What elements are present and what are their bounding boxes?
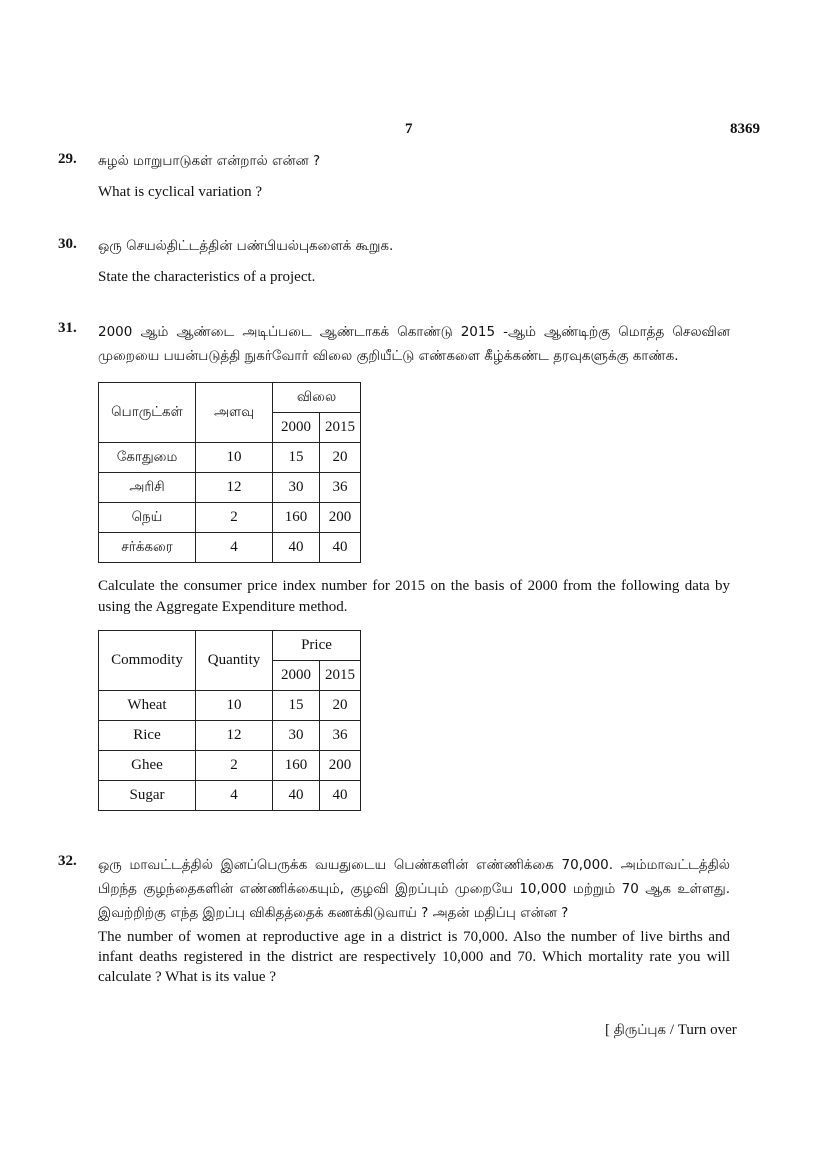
question-29 [58,151,730,203]
cell-price-2015: 36 [320,473,361,503]
table-row [99,781,361,811]
data-table-english [98,630,361,811]
header-year-2015: 2015 [320,661,361,691]
cell-price-2000: 40 [273,533,320,563]
cell-quantity: 12 [196,721,273,751]
question-30 [58,236,730,288]
data-table-tamil [98,382,361,563]
cell-quantity: 10 [196,691,273,721]
question-text-english: The number of women at reproductive age in a district is 70,000. Also the number of live births and infant deaths registered in the district are respectively 10,000 and 70. Which mortality rate you will calculate ? What is its value ? [98,929,730,985]
header-commodity: பொருட்கள் [99,383,196,443]
turn-over-english: Turn over [677,1022,737,1038]
cell-price-2000: 15 [273,443,320,473]
cell-commodity: சர்க்கரை [99,533,196,563]
question-text-english: Calculate the consumer price index number for 2015 on the basis of 2000 from the following data by using the Aggregate Expenditure method. [98,578,730,615]
cell-price-2015: 200 [320,503,361,533]
cell-quantity: 10 [196,443,273,473]
header-year-2015: 2015 [320,413,361,443]
cell-commodity: நெய் [99,503,196,533]
cell-commodity: Rice [99,721,196,751]
cell-price-2015: 20 [320,443,361,473]
cell-quantity: 2 [196,751,273,781]
header-commodity: Commodity [99,631,196,691]
table-row [99,691,361,721]
question-number: 32. [58,853,77,869]
turn-over-separator: / [669,1022,674,1038]
turn-over-tamil: திருப்புக [613,1022,667,1038]
cell-price-2015: 36 [320,721,361,751]
turn-over-note [605,1022,737,1040]
table-row [99,473,361,503]
table-row [99,721,361,751]
cell-quantity: 4 [196,781,273,811]
table-row [99,503,361,533]
header-year-2000: 2000 [273,413,320,443]
cell-commodity: அரிசி [99,473,196,503]
question-text-tamil: ஒரு செயல்திட்டத்தின் பண்பியல்புகளைக் கூறுக. [98,238,394,254]
question-text-tamil: 2000 ஆம் ஆண்டை அடிப்படை ஆண்டாகக் கொண்டு 2015 -ஆம் ஆண்டிற்கு மொத்த செலவின முறையை பயன்படுத்தி நுகர்வோர் விலை குறியீட்டு எண்களை கீழ்க்கண்ட தரவுகளுக்கு காண்க. [98,324,730,364]
header-quantity: அளவு [196,383,273,443]
page-number: 7 [405,121,413,137]
cell-price-2015: 40 [320,533,361,563]
cell-price-2015: 20 [320,691,361,721]
cell-quantity: 2 [196,503,273,533]
question-31 [58,320,730,811]
cell-quantity: 12 [196,473,273,503]
cell-quantity: 4 [196,533,273,563]
cell-commodity: Sugar [99,781,196,811]
cell-price-2000: 15 [273,691,320,721]
header-price: விலை [273,383,361,413]
cell-price-2000: 40 [273,781,320,811]
cell-commodity: Ghee [99,751,196,781]
cell-price-2015: 40 [320,781,361,811]
question-text-tamil: ஒரு மாவட்டத்தில் இனப்பெருக்க வயதுடைய பெண்களின் எண்ணிக்கை 70,000. அம்மாவட்டத்தில் பிறந்த குழந்தைகளின் எண்ணிக்கையும், குழவி இறப்பும் முறையே 10,000 மற்றும் 70 ஆக உள்ளது. இவற்றிற்கு எந்த இறப்பு விகிதத்தைக் கணக்கிடுவாய் ? அதன் மதிப்பு என்ன ? [98,857,730,921]
paper-code: 8369 [730,121,760,137]
header-year-2000: 2000 [273,661,320,691]
table-row [99,751,361,781]
question-text-english: State the characteristics of a project. [98,269,316,285]
cell-commodity: கோதுமை [99,443,196,473]
header-price: Price [273,631,361,661]
question-number: 29. [58,151,77,167]
question-text-tamil: சுழல் மாறுபாடுகள் என்றால் என்ன ? [98,153,321,169]
cell-commodity: Wheat [99,691,196,721]
question-number: 31. [58,320,77,336]
cell-price-2000: 30 [273,721,320,751]
turn-over-bracket: [ [605,1022,610,1038]
cell-price-2000: 160 [273,503,320,533]
cell-price-2000: 30 [273,473,320,503]
table-row [99,533,361,563]
header-quantity: Quantity [196,631,273,691]
question-text-english: What is cyclical variation ? [98,184,263,200]
table-row [99,443,361,473]
question-number: 30. [58,236,77,252]
cell-price-2000: 160 [273,751,320,781]
question-32 [58,853,730,987]
cell-price-2015: 200 [320,751,361,781]
